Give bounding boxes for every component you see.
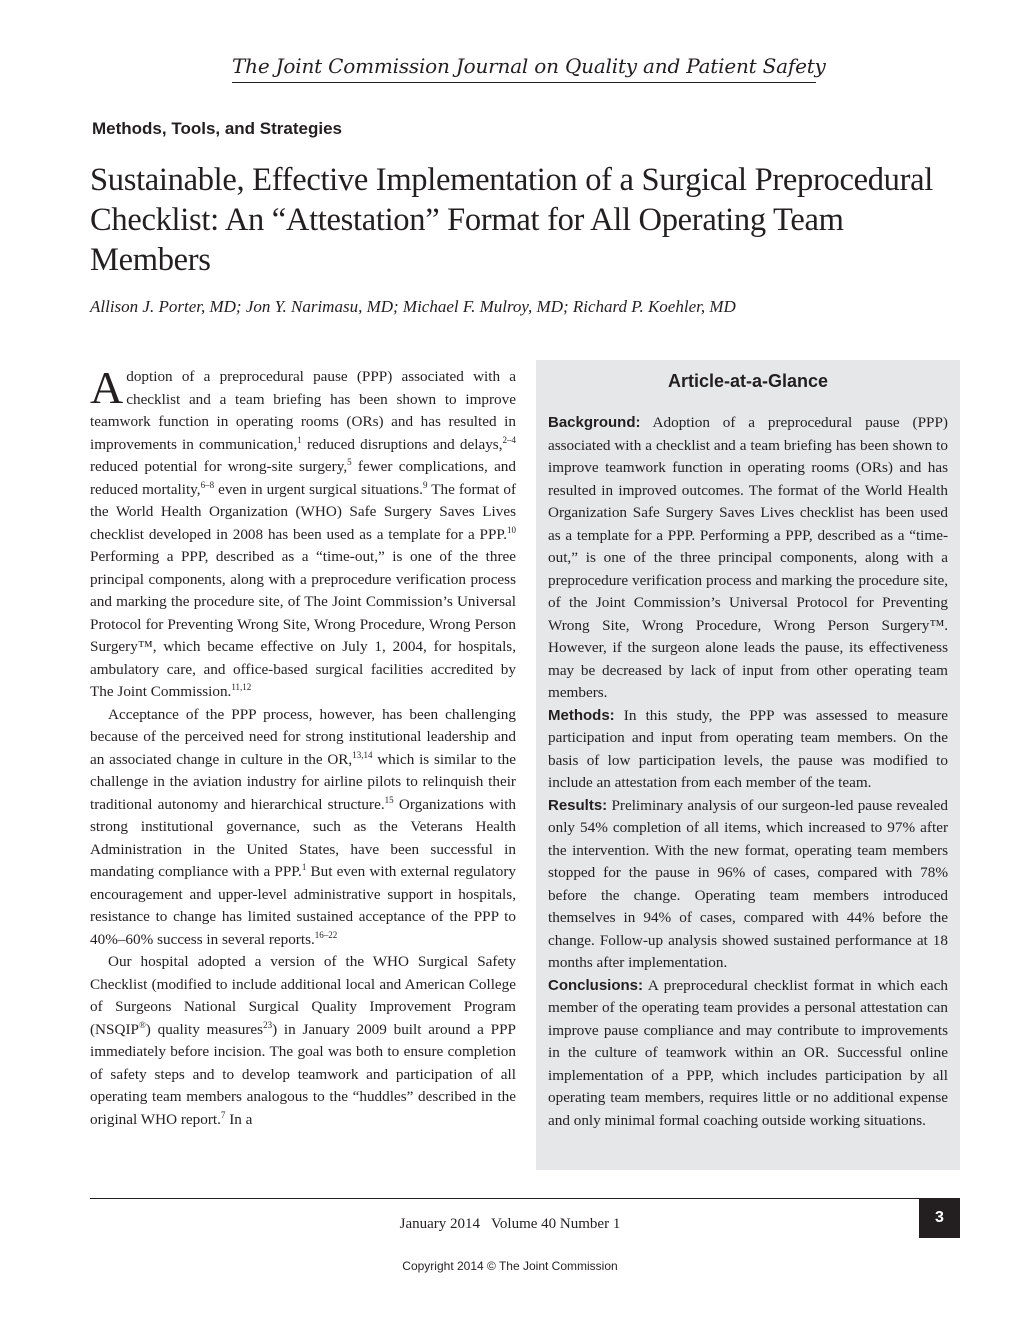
glance-heading: Background: bbox=[548, 414, 641, 431]
article-at-a-glance-box bbox=[536, 360, 960, 1170]
footer-rule bbox=[90, 1198, 960, 1199]
citation-ref: 9 bbox=[422, 479, 428, 490]
glance-methods: Methods: In this study, the PPP was assessed to measure participation and input from operating team members. On the basis of low participation levels, the pause was modified to include an attestation from each member of the team. bbox=[548, 706, 948, 791]
page-number: 3 bbox=[919, 1199, 960, 1238]
glance-heading: Methods: bbox=[548, 706, 615, 724]
drop-cap: A bbox=[90, 362, 124, 413]
copyright-notice: Copyright 2014 © The Joint Commission bbox=[402, 1259, 618, 1273]
article-title: Sustainable, Effective Implementation of a Surgical Preprocedural Checklist: An “Attestation” Format for All Operating Team Members bbox=[90, 162, 933, 278]
journal-title: The Joint Commission Journal on Quality and Patient Safety bbox=[232, 54, 816, 83]
citation-ref: 6–8 bbox=[200, 479, 215, 490]
section-label: Methods, Tools, and Strategies bbox=[92, 119, 342, 138]
glance-heading: Results: bbox=[548, 796, 608, 814]
issue-info: January 2014 Volume 40 Number 1 bbox=[399, 1216, 621, 1232]
citation-ref: 16–22 bbox=[314, 929, 338, 940]
citation-ref: 1 bbox=[297, 434, 302, 445]
citation-ref: 5 bbox=[347, 457, 352, 467]
registered-mark: ® bbox=[138, 1019, 146, 1030]
citation-ref: 15 bbox=[384, 794, 394, 805]
body-paragraph: Adoption of a preprocedural pause (PPP) associated with a checklist and a team briefing has been shown to improve teamwork function in operating rooms (ORs) and has resulted in improvements in communication,$^1$ reduced disruptions and delays,$^{2-4}$ reduced potential for wrong-site surgery,$^5$ fewer complications, and reduced mortality,$^{6-8}$ even in urgent surgical situations.$^9$ The format of the World Health Organization (WHO) Safe Surgery Saves Lives checklist developed in 2008 has been used as a template for a PPP.$^{10}$ Performing a PPP, described as a “time-out,” is one of the three principal components, along with a preprocedure verification process and marking the procedure site, of The Joint Commission’s Universal Protocol for Preventing Wrong Site, Wrong Procedure, Wrong Person Surgery™, which became effective on July 1, 2004, for hospitals, ambulatory care, and office-based surgical facilities accredited by The Joint Commission.$^{11,12}$ bbox=[90, 362, 517, 700]
citation-ref: 11,12 bbox=[231, 682, 252, 692]
body-paragraph: Acceptance of the PPP process, however, has been challenging because of the perceived need for strong institutional leadership and an associated change in culture in the OR,$^{13,14}$ which is similar to the challenge in the aviation industry for airline pilots to relinquish their traditional autonomy and hierarchical structure.$^{15}$ Organizations with strong institutional governance, such as the Veterans Health Administration in the United States, have been successful in mandating compliance with a PPP.$^1$ But even with external regulatory encouragement and upper-level administrative support in hospitals, resistance to change has limited sustained acceptance of the PPP to 40%–60% success in several reports.$^{16-22}$ bbox=[90, 705, 517, 948]
glance-background: Background: Adoption of a preprocedural pause (PPP) associated with a checklist and a team briefing has been shown to improve teamwork function in operating rooms (ORs) and has resulted in improved outcomes. The format of the World Health Organization Safe Surgery Saves Lives checklist has been used as a template for a PPP. Performing a PPP, described as a “time-out,” is one of the three principal components, along with a preprocedure verification process and marking the procedure site, of the Joint Commission’s Universal Protocol for Preventing Wrong Site, Wrong Procedure, Wrong Person Surgery™. However, if the surgeon alone leads the pause, its effectiveness may be decreased by lack of input from other operating team members. bbox=[548, 414, 948, 701]
author-list: Allison J. Porter, MD; Jon Y. Narimasu, MD; Michael F. Mulroy, MD; Richard P. Koehler, MD bbox=[90, 297, 736, 316]
glance-results: Results: Preliminary analysis of our surgeon-led pause revealed only 54% completion of all items, which increased to 97% after the intervention. With the new format, operating team members stopped for the pause in 96% of cases, compared with 78% before the change. Operating team members introduced themselves in 94% of cases, compared with 44% before the change. Follow-up analysis showed sustained performance at 18 months after implementation. bbox=[548, 796, 948, 971]
citation-ref: 13,14 bbox=[352, 749, 373, 760]
citation-ref: 1 bbox=[301, 862, 307, 872]
body-paragraph: Our hospital adopted a version of the WHO Surgical Safety Checklist (modified to include additional local and American College of Surgeons National Surgical Quality Improvement Program (NSQIP®) quality measures$^{23}$) in January 2009 built around a PPP immediately before incision. The goal was both to ensure completion of safety steps and to develop teamwork and participation of all operating team members analogous to the “huddles” described in the original WHO report.$^7$ In a bbox=[90, 953, 517, 1128]
glance-body bbox=[548, 412, 948, 1132]
glance-conclusions: Conclusions: A preprocedural checklist format in which each member of the operating team provides a personal attestation can improve pause compliance and may contribute to improvements in the culture of teamwork within an OR. Successful online implementation of a PPP, which includes participation by all operating team members, requires little or no additional expense and only minimal formal coaching outside working situations. bbox=[548, 976, 948, 1129]
body-column bbox=[90, 362, 517, 1131]
citation-ref: 2–4 bbox=[502, 434, 517, 445]
citation-ref: 23 bbox=[263, 1019, 273, 1030]
citation-ref: 10 bbox=[507, 524, 516, 535]
glance-heading: Conclusions: bbox=[548, 976, 644, 994]
citation-ref: 7 bbox=[220, 1109, 226, 1120]
glance-title: Article-at-a-Glance bbox=[667, 371, 829, 391]
